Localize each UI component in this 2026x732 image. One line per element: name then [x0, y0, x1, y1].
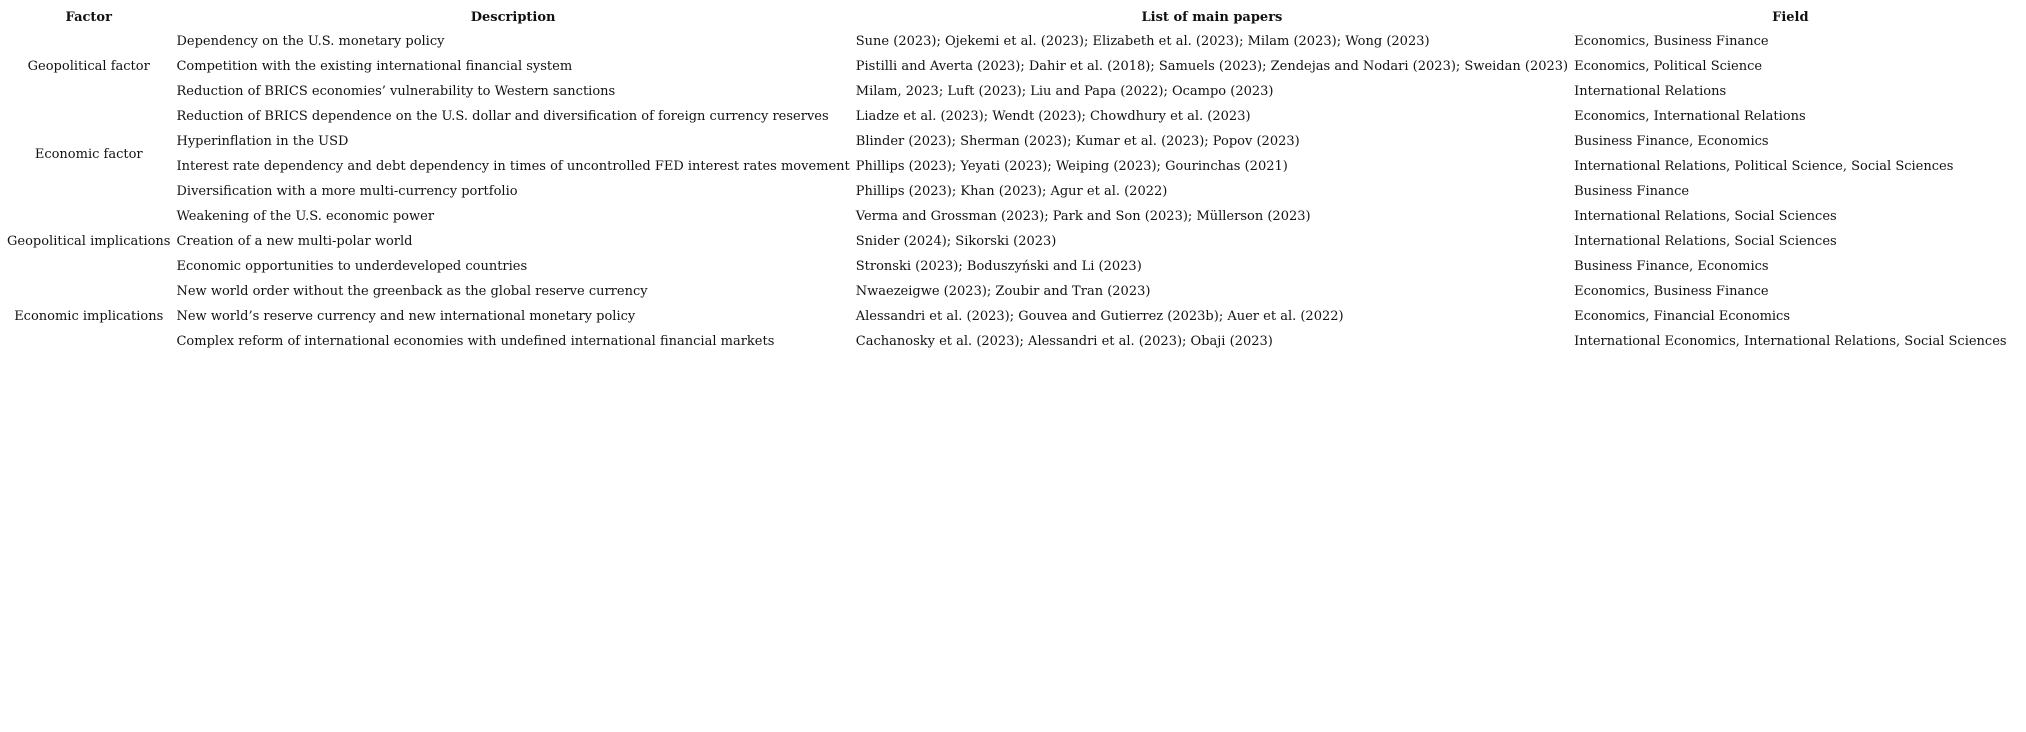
- factor-cell: Economic implications: [14, 309, 164, 324]
- papers-cell: Snider (2024); Sikorski (2023): [855, 234, 1057, 249]
- factor-cell: Economic factor: [34, 146, 143, 162]
- table-row: [4, 154, 2010, 179]
- papers-cell: Blinder (2023); Sherman (2023); Kumar et al. (2023); Popov (2023): [855, 134, 1300, 149]
- description-cell: Complex reform of international economies with undefined international financial markets: [176, 334, 775, 349]
- field-cell: Economics, Business Finance: [1574, 34, 1769, 49]
- table-row: [4, 79, 2010, 104]
- papers-cell: Verma and Grossman (2023); Park and Son (2023); Müllerson (2023): [855, 209, 1311, 224]
- field-cell: Economics, Financial Economics: [1574, 309, 1791, 324]
- field-cell: International Relations: [1574, 84, 1727, 99]
- field-cell: Business Finance, Economics: [1574, 259, 1769, 274]
- factor-cell: Geopolitical factor: [27, 59, 150, 74]
- field-cell: Economics, Business Finance: [1574, 284, 1769, 299]
- field-cell: Economics, International Relations: [1574, 109, 1806, 124]
- table-row: [4, 179, 2010, 204]
- table-row: [4, 54, 2010, 79]
- description-cell: Economic opportunities to underdeveloped countries: [176, 259, 528, 274]
- description-cell: Dependency on the U.S. monetary policy: [176, 34, 445, 49]
- table-row: [4, 254, 2010, 279]
- description-cell: New world’s reserve currency and new international monetary policy: [176, 309, 636, 324]
- header-row: [4, 6, 2010, 29]
- table-row: [4, 329, 2010, 354]
- factor-cell: Geopolitical implications: [7, 234, 171, 249]
- description-cell: Reduction of BRICS economies’ vulnerability to Western sanctions: [176, 84, 616, 99]
- field-cell: Business Finance: [1574, 184, 1690, 199]
- papers-cell: Phillips (2023); Khan (2023); Agur et al. (2022): [855, 184, 1168, 199]
- papers-cell: Milam, 2023; Luft (2023); Liu and Papa (2022); Ocampo (2023): [855, 84, 1274, 99]
- table-row: [4, 104, 2010, 129]
- field-cell: Business Finance, Economics: [1574, 134, 1769, 149]
- papers-table: [4, 6, 2010, 354]
- description-cell: New world order without the greenback as the global reserve currency: [176, 284, 648, 299]
- field-cell: International Economics, International Relations, Social Sciences: [1574, 334, 2007, 349]
- table-row: [4, 229, 2010, 254]
- papers-cell: Cachanosky et al. (2023); Alessandri et al. (2023); Obaji (2023): [855, 334, 1273, 349]
- description-cell: Interest rate dependency and debt dependency in times of uncontrolled FED interest rates movement: [176, 159, 850, 174]
- description-cell: Weakening of the U.S. economic power: [176, 209, 435, 224]
- table-row: [4, 29, 2010, 54]
- field-cell: International Relations, Social Sciences: [1574, 209, 1837, 224]
- papers-cell: Sune (2023); Ojekemi et al. (2023); Elizabeth et al. (2023); Milam (2023); Wong (2023): [855, 34, 1430, 49]
- papers-cell: Stronski (2023); Boduszyński and Li (2023): [855, 259, 1142, 274]
- table-row: [4, 304, 2010, 329]
- description-cell: Competition with the existing international financial system: [176, 59, 573, 74]
- description-cell: Creation of a new multi-polar world: [176, 234, 413, 249]
- papers-cell: Liadze et al. (2023); Wendt (2023); Chowdhury et al. (2023): [855, 109, 1251, 124]
- table-row: [4, 204, 2010, 229]
- header-field: Field: [1772, 10, 1809, 25]
- description-cell: Diversification with a more multi-currency portfolio: [176, 184, 518, 199]
- papers-cell: Pistilli and Averta (2023); Dahir et al. (2018); Samuels (2023); Zendejas and Nodari (2023); Sweidan (2023): [855, 59, 1569, 74]
- papers-cell: Alessandri et al. (2023); Gouvea and Gutierrez (2023b); Auer et al. (2022): [855, 309, 1344, 324]
- table-header: [4, 6, 2010, 29]
- papers-cell: Phillips (2023); Yeyati (2023); Weiping (2023); Gourinchas (2021): [855, 159, 1288, 174]
- description-cell: Hyperinflation in the USD: [176, 134, 349, 149]
- description-cell: Reduction of BRICS dependence on the U.S. dollar and diversification of foreign currency reserves: [176, 109, 829, 124]
- papers-cell: Nwaezeigwe (2023); Zoubir and Tran (2023): [855, 284, 1151, 299]
- table-row: [4, 279, 2010, 304]
- field-cell: Economics, Political Science: [1574, 59, 1763, 74]
- table-body: [4, 29, 2010, 354]
- header-papers: List of main papers: [1141, 10, 1283, 25]
- field-cell: International Relations, Social Sciences: [1574, 234, 1837, 249]
- header-factor: Factor: [65, 10, 112, 25]
- table-row: [4, 129, 2010, 154]
- field-cell: International Relations, Political Science, Social Sciences: [1574, 159, 1954, 174]
- header-description: Description: [470, 10, 556, 25]
